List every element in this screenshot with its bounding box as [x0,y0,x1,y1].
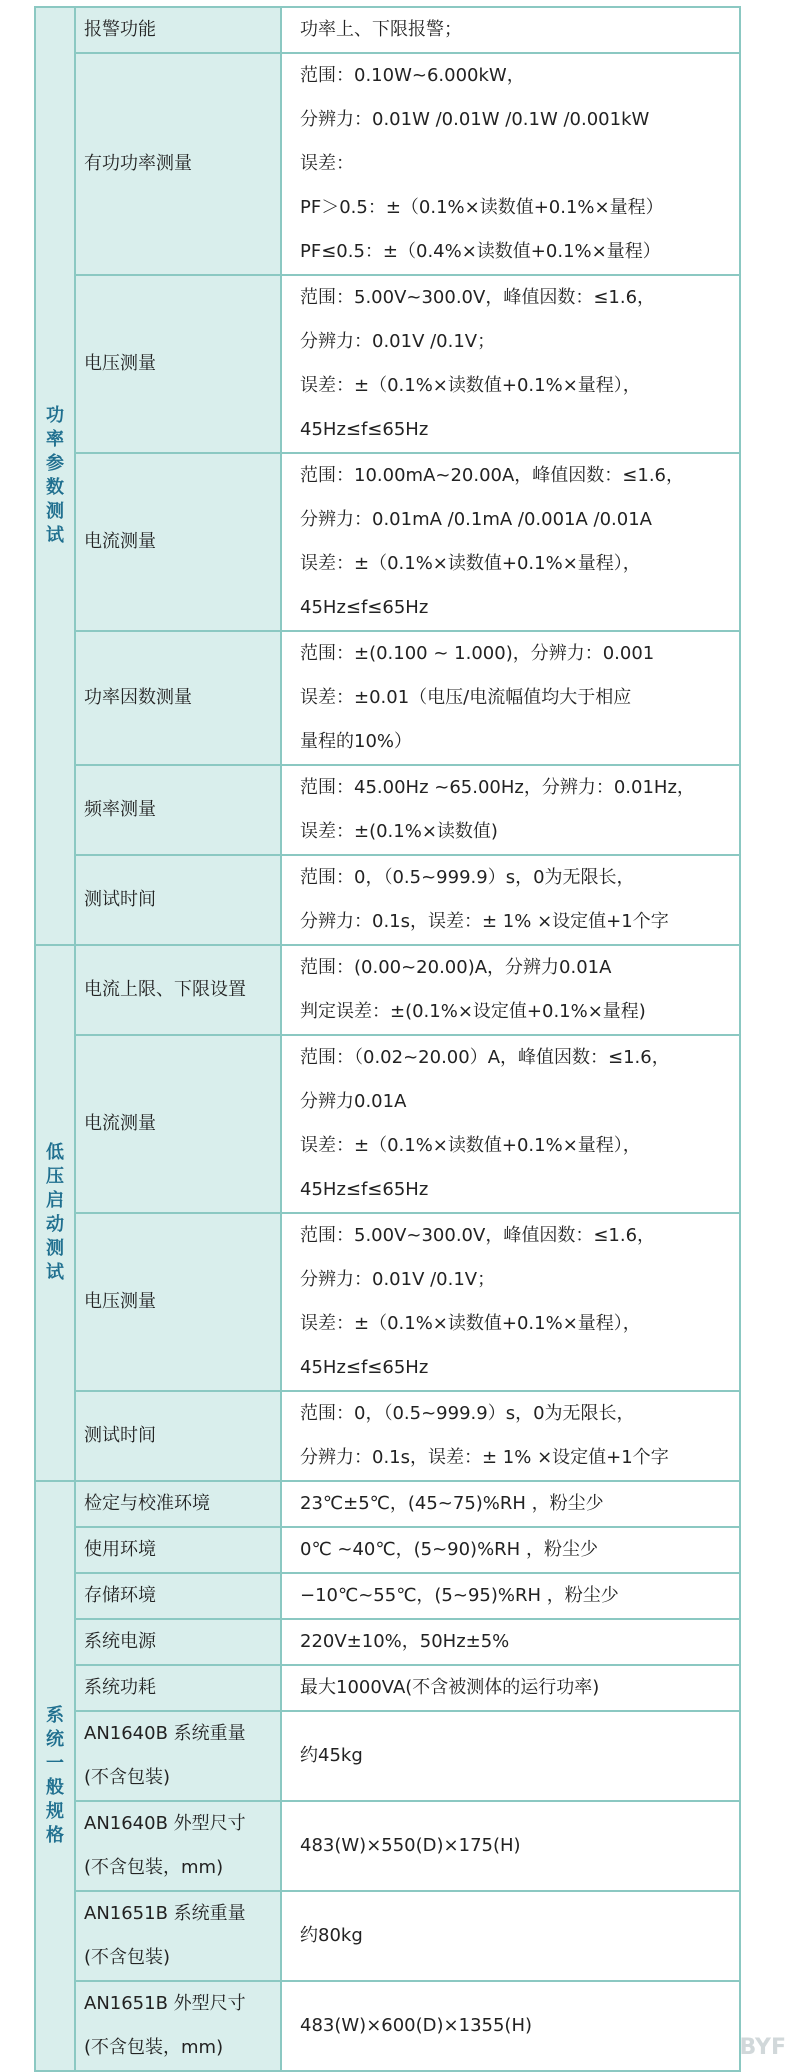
row-value [281,1481,740,1527]
row-value [281,453,740,631]
row-label [75,945,281,1035]
table-row [35,1481,740,1527]
row-value-line: 误差：±（0.1%×读数值+0.1%×量程）， [300,375,641,396]
row-label-line: 系统电源 [84,1631,156,1652]
row-label-line: 频率测量 [84,799,156,820]
row-value [281,1573,740,1619]
table-row [35,1391,740,1481]
row-label-line: AN1640B 系统重量 [84,1723,246,1744]
row-value-line: 误差：±(0.1%×读数值) [300,821,498,842]
table-row [35,765,740,855]
table-row [35,1711,740,1801]
group-label: 系统一般规格 [46,1705,64,1846]
row-value-line: PF＞0.5：±（0.1%×读数值+0.1%×量程） [300,197,664,218]
group-label: 功率参数测试 [46,405,64,546]
row-label-line: 检定与校准环境 [84,1493,210,1514]
row-value-line: 误差： [300,153,354,174]
row-value [281,53,740,275]
row-value [281,1391,740,1481]
row-label-line: AN1640B 外型尺寸 [84,1813,246,1834]
table-row [35,7,740,53]
table-row [35,1035,740,1213]
table-row [35,855,740,945]
row-value-line: 判定误差：±(0.1%×设定值+0.1%×量程) [300,1001,646,1022]
row-label-line: (不含包装) [84,1947,171,1968]
row-value [281,945,740,1035]
row-value [281,7,740,53]
table-row [35,53,740,275]
row-value-line: 误差：±（0.1%×读数值+0.1%×量程）， [300,1135,641,1156]
row-value-line: 误差：±（0.1%×读数值+0.1%×量程）， [300,1313,641,1334]
row-label [75,1573,281,1619]
row-label [75,1391,281,1481]
row-value [281,1711,740,1801]
row-value [281,1619,740,1665]
row-label [75,53,281,275]
row-value-line: 483(W)×600(D)×1355(H) [300,2015,533,2036]
row-label-line: 存储环境 [84,1585,156,1606]
group-label: 低压启动测试 [46,1142,64,1283]
row-value-line: 45Hz≤f≤65Hz [300,1179,429,1200]
table-row [35,1981,740,2071]
row-value-line: 分辨力：0.01V /0.1V； [300,331,496,352]
row-value-line: PF≤0.5：±（0.4%×读数值+0.1%×量程） [300,241,661,262]
row-label-line: 电压测量 [84,353,156,374]
group-header-lowvolt [35,945,75,1481]
row-label [75,1481,281,1527]
row-value-line: 最大1000VA(不含被测体的运行功率) [300,1677,600,1698]
row-label-line: 测试时间 [84,1425,156,1446]
table-row [35,1573,740,1619]
row-value [281,855,740,945]
row-label-line: 电流上限、下限设置 [84,979,246,1000]
row-value-line: 分辨力：0.01mA /0.1mA /0.001A /0.01A [300,509,652,530]
row-value [281,1981,740,2071]
row-label [75,1711,281,1801]
row-value-line: 范围：0，（0.5~999.9）s，0为无限长， [300,867,635,888]
row-label-line: 有功功率测量 [84,153,192,174]
row-label [75,855,281,945]
row-value-line: 483(W)×550(D)×175(H) [300,1835,521,1856]
row-value-line: 约45kg [300,1745,363,1766]
row-value-line: 分辨力0.01A [300,1091,407,1112]
group-header-general [35,1481,75,2071]
row-label-line: AN1651B 外型尺寸 [84,1993,246,2014]
row-value-line: 功率上、下限报警； [300,19,462,40]
row-label [75,765,281,855]
table-row [35,1619,740,1665]
table-row [35,275,740,453]
row-label [75,631,281,765]
table-row [35,1527,740,1573]
row-value-line: 范围：5.00V~300.0V，峰值因数：≤1.6， [300,1225,656,1246]
row-value-line: 分辨力：0.01W /0.01W /0.1W /0.001kW [300,109,650,130]
row-label [75,1891,281,1981]
table-row [35,1213,740,1391]
row-value [281,765,740,855]
table-row [35,631,740,765]
row-label-line: 系统功耗 [84,1677,156,1698]
row-label-line: AN1651B 系统重量 [84,1903,246,1924]
row-value-line: 分辨力：0.1s，误差：± 1% ×设定值+1个字 [300,1447,669,1468]
table-row [35,1665,740,1711]
row-label-line: (不含包装) [84,1767,171,1788]
row-label-line: 报警功能 [84,19,156,40]
row-value-line: 范围：0，（0.5~999.9）s，0为无限长， [300,1403,635,1424]
row-value-line: 范围：5.00V~300.0V，峰值因数：≤1.6， [300,287,656,308]
table-row [35,453,740,631]
row-label [75,275,281,453]
row-label-line: 电流测量 [84,1113,156,1134]
row-label-line: (不含包装，mm) [84,2037,224,2058]
row-label [75,453,281,631]
row-value [281,1665,740,1711]
row-value-line: 45Hz≤f≤65Hz [300,1357,429,1378]
row-value [281,1035,740,1213]
row-label-line: 使用环境 [84,1539,156,1560]
row-label [75,7,281,53]
row-value [281,1213,740,1391]
row-value-line: 范围：0.10W~6.000kW， [300,65,525,86]
row-value [281,1891,740,1981]
row-value [281,1801,740,1891]
row-label [75,1801,281,1891]
row-value-line: −10℃~55℃，(5~95)%RH ，粉尘少 [300,1585,619,1606]
row-label-line: (不含包装，mm) [84,1857,224,1878]
row-value-line: 范围：45.00Hz ~65.00Hz，分辨力：0.01Hz， [300,777,695,798]
row-value-line: 量程的10%） [300,731,413,752]
row-label-line: 电流测量 [84,531,156,552]
table-row [35,1891,740,1981]
table-row [35,1801,740,1891]
row-value-line: 分辨力：0.1s，误差：± 1% ×设定值+1个字 [300,911,669,932]
row-value-line: 范围：(0.00~20.00)A，分辨力0.01A [300,957,612,978]
row-value-line: 约80kg [300,1925,363,1946]
row-value-line: 误差：±（0.1%×读数值+0.1%×量程）， [300,553,641,574]
row-label [75,1213,281,1391]
table-row [35,945,740,1035]
row-value-line: 45Hz≤f≤65Hz [300,419,429,440]
row-value-line: 范围：±(0.100 ~ 1.000)，分辨力：0.001 [300,643,655,664]
row-value-line: 范围：10.00mA~20.00A，峰值因数：≤1.6， [300,465,685,486]
row-value-line: 误差：±0.01（电压/电流幅值均大于相应 [300,687,632,708]
row-value-line: 23℃±5℃，(45~75)%RH ，粉尘少 [300,1493,604,1514]
row-label [75,1527,281,1573]
watermark-logo: BYF [739,2035,786,2060]
spec-table [34,6,741,2072]
row-label [75,1035,281,1213]
group-header-power [35,7,75,945]
row-label-line: 功率因数测量 [84,687,192,708]
row-label [75,1665,281,1711]
row-value [281,1527,740,1573]
row-value [281,275,740,453]
row-value-line: 220V±10%，50Hz±5% [300,1631,510,1652]
row-label [75,1981,281,2071]
row-value-line: 范围：（0.02~20.00）A，峰值因数：≤1.6， [300,1047,670,1068]
row-value-line: 分辨力：0.01V /0.1V； [300,1269,496,1290]
row-value-line: 45Hz≤f≤65Hz [300,597,429,618]
row-value-line: 0℃ ~40℃，(5~90)%RH ，粉尘少 [300,1539,598,1560]
row-label [75,1619,281,1665]
row-label-line: 电压测量 [84,1291,156,1312]
row-value [281,631,740,765]
row-label-line: 测试时间 [84,889,156,910]
